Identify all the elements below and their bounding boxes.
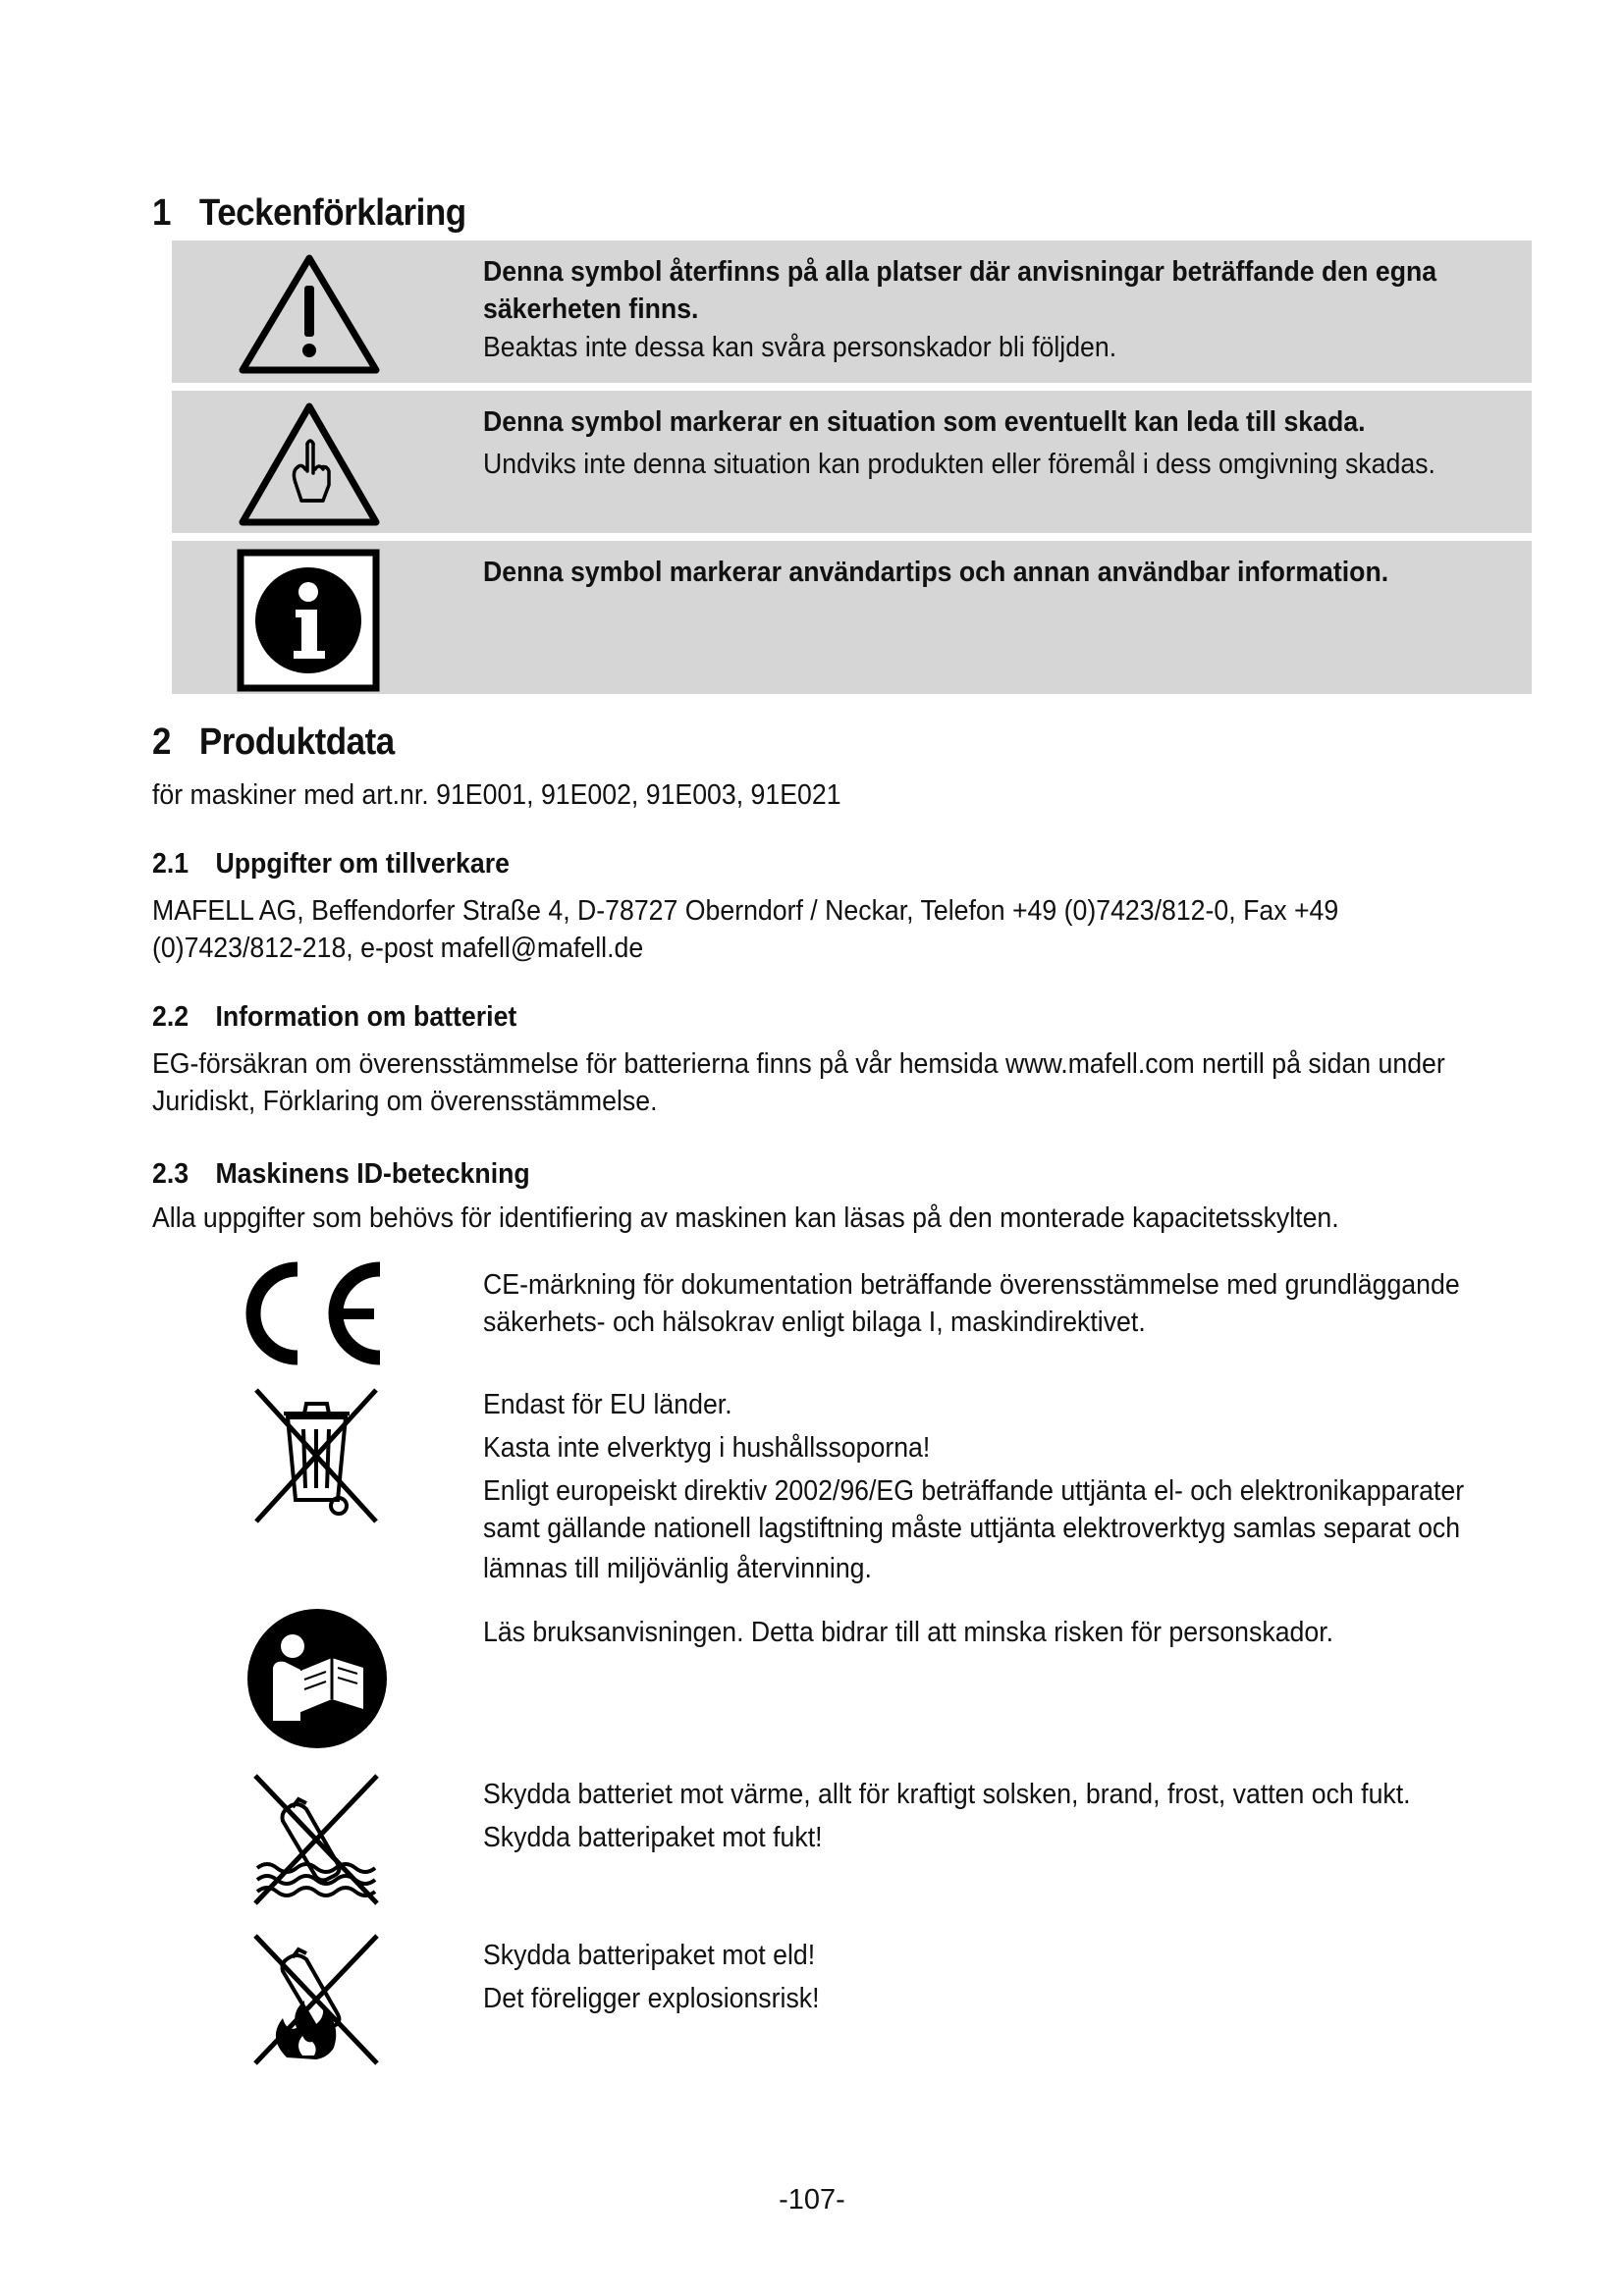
text-line: Det föreligger explosionsrisk!: [483, 1983, 820, 2014]
battery-protection-text: [483, 1776, 1504, 1856]
info-icon: [237, 549, 380, 697]
text-line: Skydda batteriet mot värme, allt för kraftigt solsken, brand, frost, vatten och fukt.: [483, 1779, 1411, 1810]
section-2-heading: [152, 721, 395, 764]
product-intro: för maskiner med art.nr. 91E001, 91E002, 91E003, 91E021: [152, 779, 841, 811]
ce-mark-text: [483, 1266, 1504, 1341]
text-line: Skydda batteripaket mot eld!: [483, 1940, 816, 1971]
legend-text: [483, 253, 1440, 367]
page-number: -107-: [779, 2184, 845, 2216]
text-line: Läs bruksanvisningen. Detta bidrar till att minska risken för personskador.: [483, 1617, 1334, 1648]
legend-row-warning: [172, 240, 1532, 383]
battery-info-line-1: EG-försäkran om överensstämmelse för batterierna finns på vår hemsida www.mafell.com nertill på sidan under: [152, 1048, 1445, 1080]
text-line: CE-märkning för dokumentation beträffande överensstämmelse med grundläggande: [483, 1269, 1460, 1301]
subsection-number: 2.1: [152, 848, 189, 880]
subsection-number: 2.2: [152, 1001, 189, 1033]
no-fire-battery-icon: [247, 1930, 385, 2072]
read-manual-icon: [245, 1607, 389, 1755]
subsection-number: 2.3: [152, 1158, 189, 1190]
subsection-2-3-heading: [152, 1158, 530, 1191]
section-title: Teckenförklaring: [198, 192, 466, 234]
warning-icon: [237, 250, 382, 381]
caution-hand-icon: [237, 399, 382, 533]
legend-bold-text: Denna symbol återfinns på alla platser där anvisningar beträffande den egna säkerheten finns.: [483, 256, 1437, 325]
text-line: lämnas till miljövänlig återvinning.: [483, 1553, 872, 1584]
subsection-title: Maskinens ID-beteckning: [215, 1158, 530, 1190]
subsection-title: Information om batteriet: [215, 1001, 517, 1033]
read-manual-text: [483, 1614, 1504, 1651]
legend-text: [483, 403, 1440, 484]
section-number: 2: [152, 721, 171, 763]
text-line: samt gällande nationell lagstiftning måste uttjänta elektroverktyg samlas separat och: [483, 1513, 1461, 1544]
weee-bin-icon: [250, 1384, 383, 1531]
legend-bold-text: Denna symbol markerar användartips och annan användbar information.: [483, 557, 1389, 588]
fire-warning-text: [483, 1937, 1504, 2017]
legend-bold-text: Denna symbol markerar en situation som eventuellt kan leda till skada.: [483, 406, 1366, 438]
legend-normal-text: Undviks inte denna situation kan produkten eller föremål i dess omgivning skadas.: [483, 449, 1435, 480]
text-line: Endast för EU länder.: [483, 1389, 732, 1420]
section-title: Produktdata: [198, 721, 395, 763]
legend-row-info: [172, 541, 1532, 694]
text-line: Skydda batteripaket mot fukt!: [483, 1822, 823, 1853]
no-heat-water-battery-icon: [247, 1770, 385, 1912]
section-number: 1: [152, 192, 171, 234]
weee-text: [483, 1386, 1504, 1590]
manufacturer-line-2: (0)7423/812-218, e-post mafell@mafell.de: [152, 933, 644, 964]
text-line: Kasta inte elverktyg i hushållssoporna!: [483, 1432, 931, 1464]
legend-row-caution: [172, 391, 1532, 533]
ce-mark-icon: [241, 1259, 388, 1372]
battery-info-line-2: Juridiskt, Förklaring om överensstämmelse.: [152, 1086, 658, 1117]
text-line: Enligt europeiskt direktiv 2002/96/EG beträffande uttjänta el- och elektronikapparater: [483, 1475, 1465, 1507]
subsection-title: Uppgifter om tillverkare: [215, 848, 510, 880]
text-line: säkerhets- och hälsokrav enligt bilaga I, maskindirektivet.: [483, 1307, 1146, 1338]
legend-normal-text: Beaktas inte dessa kan svåra personskador bli följden.: [483, 332, 1117, 363]
id-intro: Alla uppgifter som behövs för identifiering av maskinen kan läsas på den monterade kapacitetsskylten.: [152, 1202, 1339, 1234]
legend-text: [483, 554, 1440, 591]
subsection-2-2-heading: [152, 1001, 516, 1034]
section-1-heading: [152, 192, 466, 235]
manufacturer-line-1: MAFELL AG, Beffendorfer Straße 4, D-78727 Oberndorf / Neckar, Telefon +49 (0)7423/812-0, Fax +49: [152, 895, 1339, 927]
subsection-2-1-heading: [152, 848, 510, 881]
